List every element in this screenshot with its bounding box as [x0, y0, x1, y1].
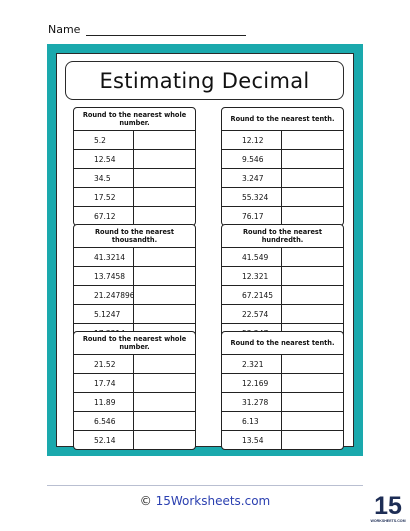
name-field	[48, 23, 246, 36]
table-row	[74, 304, 195, 323]
decimal-number: 11.89	[74, 393, 134, 411]
worksheet-title: Estimating Decimal	[65, 61, 344, 100]
worksheet-frame	[47, 44, 363, 456]
decimal-number: 52.14	[74, 431, 134, 449]
worksheet-sheet	[56, 53, 354, 447]
answer-cell[interactable]	[282, 393, 343, 411]
task-instruction: Round to the nearest hundredth.	[242, 228, 323, 244]
answer-cell[interactable]	[282, 305, 343, 323]
answer-cell[interactable]	[282, 248, 343, 266]
table-row	[74, 430, 195, 449]
table-row	[222, 392, 343, 411]
table-row	[222, 168, 343, 187]
decimal-number: 6.13	[222, 412, 282, 430]
decimal-number: 67.2145	[222, 286, 282, 304]
answer-cell[interactable]	[134, 412, 195, 430]
decimal-number: 41.549	[222, 248, 282, 266]
answer-cell[interactable]	[134, 188, 195, 206]
table-row	[222, 247, 343, 266]
decimal-number: 17.74	[74, 374, 134, 392]
answer-cell[interactable]	[282, 131, 343, 149]
table-row	[74, 373, 195, 392]
decimal-number: 76.17	[222, 207, 282, 225]
decimal-number: 13.7458	[74, 267, 134, 285]
table-row	[74, 187, 195, 206]
answer-cell[interactable]	[282, 412, 343, 430]
answer-cell[interactable]	[282, 169, 343, 187]
task-instruction: Round to the nearest thousandth.	[94, 228, 175, 244]
decimal-number: 12.54	[74, 150, 134, 168]
answer-cell[interactable]	[282, 188, 343, 206]
decimal-number: 6.546	[74, 412, 134, 430]
table-row	[222, 130, 343, 149]
answer-cell[interactable]	[134, 169, 195, 187]
task-box-1	[73, 107, 196, 226]
answer-cell[interactable]	[282, 355, 343, 373]
table-row	[222, 149, 343, 168]
decimal-number: 2.321	[222, 355, 282, 373]
decimal-number: 3.247	[222, 169, 282, 187]
answer-cell[interactable]	[134, 150, 195, 168]
decimal-number: 55.324	[222, 188, 282, 206]
answer-cell[interactable]	[134, 374, 195, 392]
copyright-icon: ©	[139, 494, 152, 508]
answer-cell[interactable]	[282, 286, 343, 304]
table-row	[222, 285, 343, 304]
answer-cell[interactable]	[134, 207, 195, 225]
table-row	[222, 304, 343, 323]
table-row	[74, 285, 195, 304]
answer-cell[interactable]	[134, 393, 195, 411]
answer-cell[interactable]	[134, 286, 195, 304]
decimal-number: 41.3214	[74, 248, 134, 266]
table-row	[74, 247, 195, 266]
answer-cell[interactable]	[282, 374, 343, 392]
answer-cell[interactable]	[134, 431, 195, 449]
answer-cell[interactable]	[282, 150, 343, 168]
task-box-3	[73, 224, 196, 343]
task-box-6	[221, 331, 344, 450]
answer-cell[interactable]	[134, 355, 195, 373]
name-label: Name	[48, 23, 81, 36]
table-row	[222, 354, 343, 373]
task-instruction: Round to the nearest tenth.	[230, 339, 335, 347]
footer-divider	[47, 485, 363, 486]
decimal-number: 5.1247	[74, 305, 134, 323]
table-row	[74, 411, 195, 430]
table-row	[74, 206, 195, 225]
logo-caption: WORKSHEETS.COM	[370, 519, 406, 523]
decimal-number: 34.5	[74, 169, 134, 187]
table-row	[222, 187, 343, 206]
table-row	[222, 430, 343, 449]
decimal-number: 17.52	[74, 188, 134, 206]
answer-cell[interactable]	[282, 267, 343, 285]
table-row	[222, 266, 343, 285]
table-row	[74, 266, 195, 285]
table-row	[74, 392, 195, 411]
decimal-number: 22.574	[222, 305, 282, 323]
decimal-number: 12.12	[222, 131, 282, 149]
answer-cell[interactable]	[282, 207, 343, 225]
footer	[0, 494, 410, 508]
logo-number: 15	[374, 492, 402, 520]
decimal-number: 21.247896	[74, 286, 134, 304]
task-instruction: Round to the nearest whole number.	[82, 335, 187, 351]
task-instruction: Round to the nearest tenth.	[230, 115, 335, 123]
answer-cell[interactable]	[134, 267, 195, 285]
answer-cell[interactable]	[282, 431, 343, 449]
answer-cell[interactable]	[134, 248, 195, 266]
task-box-4	[221, 224, 344, 343]
decimal-number: 12.169	[222, 374, 282, 392]
table-row	[222, 411, 343, 430]
task-box-5	[73, 331, 196, 450]
decimal-number: 21.52	[74, 355, 134, 373]
name-line[interactable]	[86, 25, 246, 36]
decimal-number: 5.2	[74, 131, 134, 149]
table-row	[74, 149, 195, 168]
table-row	[222, 206, 343, 225]
task-box-2	[221, 107, 344, 226]
task-instruction: Round to the nearest whole number.	[82, 111, 187, 127]
decimal-number: 13.54	[222, 431, 282, 449]
site-link[interactable]: 15Worksheets.com	[155, 494, 271, 508]
table-row	[74, 168, 195, 187]
table-row	[74, 130, 195, 149]
decimal-number: 9.546	[222, 150, 282, 168]
decimal-number: 12.321	[222, 267, 282, 285]
decimal-number: 67.12	[74, 207, 134, 225]
decimal-number: 31.278	[222, 393, 282, 411]
table-row	[222, 373, 343, 392]
site-logo[interactable]	[370, 490, 406, 524]
answer-cell[interactable]	[134, 131, 195, 149]
answer-cell[interactable]	[134, 305, 195, 323]
table-row	[74, 354, 195, 373]
